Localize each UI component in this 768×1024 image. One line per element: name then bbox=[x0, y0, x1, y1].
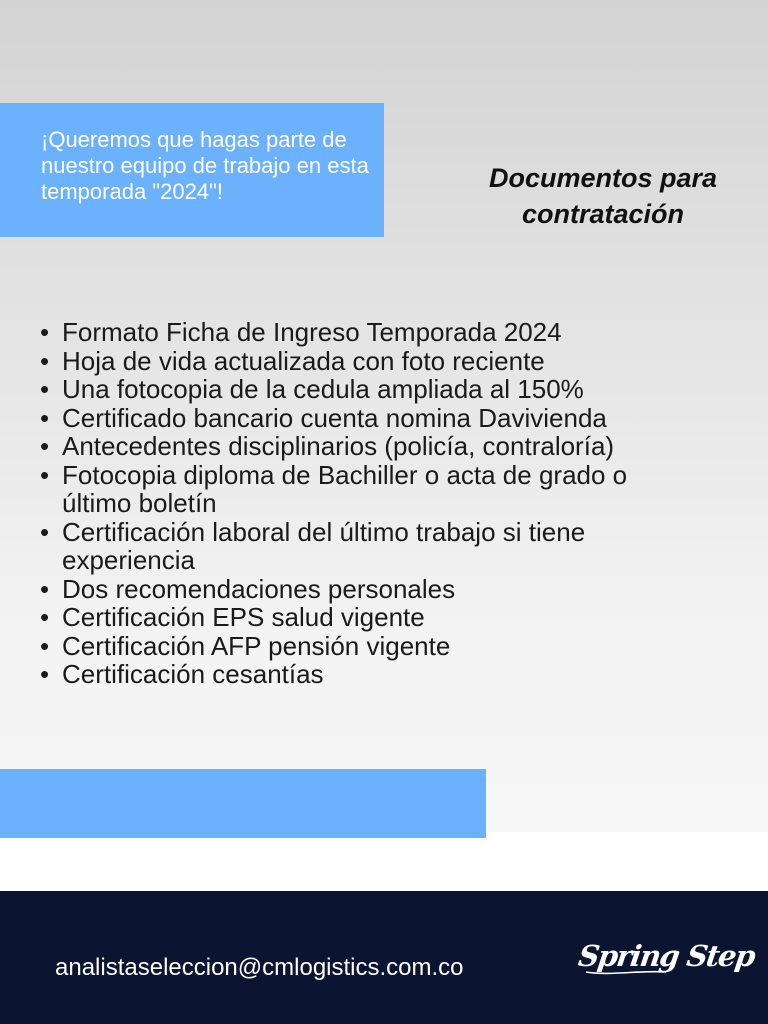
bullet-icon: • bbox=[40, 431, 50, 461]
list-item-text: Una fotocopia de la cedula ampliada al 150% bbox=[62, 374, 584, 404]
bullet-icon: • bbox=[40, 630, 50, 661]
bullet-icon: • bbox=[40, 602, 50, 632]
list-item bbox=[40, 347, 680, 376]
list-item bbox=[40, 603, 680, 632]
list-item-text: Fotocopia diploma de Bachiller o acta de grado o último boletín bbox=[62, 459, 628, 518]
list-item bbox=[40, 375, 680, 404]
bullet-icon: • bbox=[40, 459, 50, 490]
list-item bbox=[40, 575, 680, 604]
requirements-list bbox=[40, 318, 680, 689]
spring-step-logo bbox=[576, 932, 757, 980]
list-item bbox=[40, 318, 680, 347]
list-item bbox=[40, 432, 680, 461]
contact-email[interactable]: analistaseleccion@cmlogistics.com.co bbox=[55, 954, 464, 981]
bullet-icon: • bbox=[40, 317, 50, 347]
list-item-text: Certificación AFP pensión vigente bbox=[62, 630, 451, 661]
list-item bbox=[40, 632, 680, 661]
list-item bbox=[40, 660, 680, 689]
bullet-icon: • bbox=[40, 345, 50, 376]
list-item-text: Certificación laboral del último trabajo si tiene experiencia bbox=[62, 516, 586, 575]
list-item bbox=[40, 404, 680, 433]
list-item-text: Dos recomendaciones personales bbox=[62, 573, 456, 604]
bullet-icon: • bbox=[40, 573, 50, 604]
list-item bbox=[40, 461, 680, 518]
list-item-text: Hoja de vida actualizada con foto reciente bbox=[62, 345, 545, 376]
invitation-text: ¡Queremos que hagas parte de nuestro equipo de trabajo en esta temporada "2024"! bbox=[41, 127, 369, 204]
bullet-icon: • bbox=[40, 402, 50, 433]
list-item bbox=[40, 518, 680, 575]
page-title-line-1: Documentos para bbox=[488, 163, 718, 193]
page-title-line-2: contratación bbox=[521, 199, 685, 229]
bullet-icon: • bbox=[40, 659, 50, 689]
list-item-text: Antecedentes disciplinarios (policía, contraloría) bbox=[62, 431, 615, 461]
list-item-text: Certificado bancario cuenta nomina Davivienda bbox=[62, 402, 607, 433]
page-title bbox=[476, 160, 730, 232]
bullet-icon: • bbox=[40, 374, 50, 404]
bullet-icon: • bbox=[40, 516, 50, 547]
decorative-band bbox=[0, 769, 486, 838]
list-item-text: Certificación EPS salud vigente bbox=[62, 602, 425, 632]
list-item-text: Formato Ficha de Ingreso Temporada 2024 bbox=[62, 317, 562, 347]
spring-step-logo-icon bbox=[576, 932, 757, 980]
svg-text:Spring Step: Spring Step bbox=[576, 939, 757, 973]
list-item-text: Certificación cesantías bbox=[62, 659, 324, 689]
